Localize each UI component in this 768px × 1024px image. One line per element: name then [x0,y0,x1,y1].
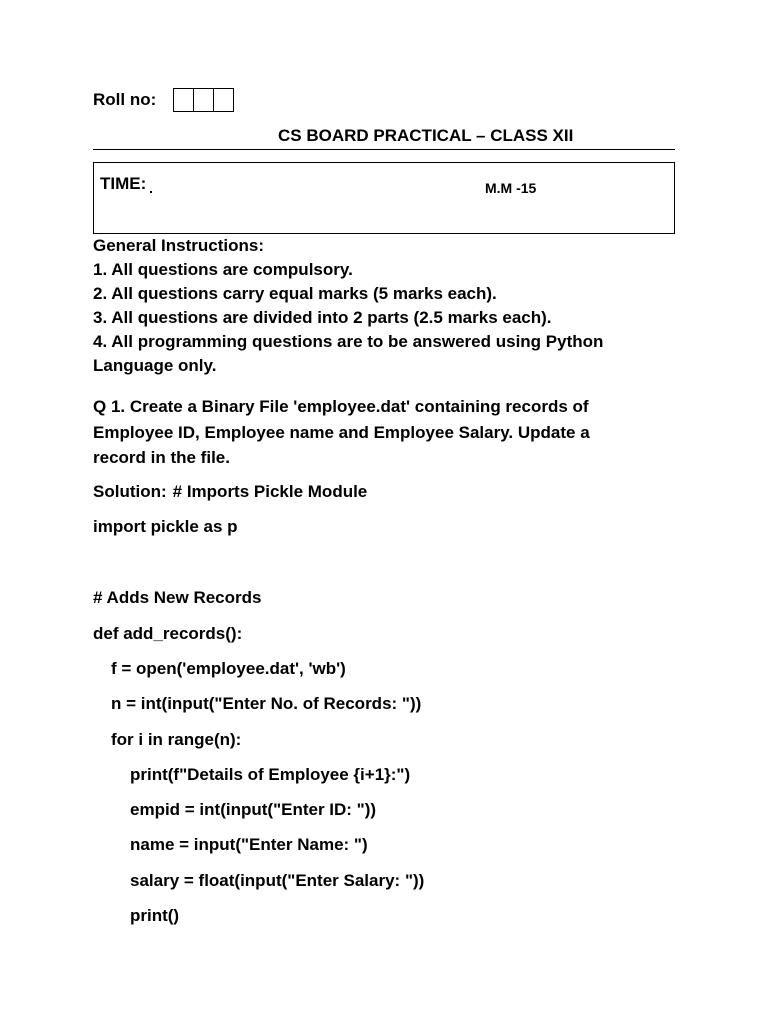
question-line: Employee ID, Employee name and Employee Salary. Update a [93,422,590,442]
max-marks-label: M.M -15 [485,180,537,196]
roll-number-box[interactable] [173,88,194,112]
code-line: def add_records(): [93,624,243,643]
question-1 [93,394,653,471]
question-line: Q 1. Create a Binary File 'employee.dat' containing records of [93,397,589,416]
code-line: name = input("Enter Name: ") [130,835,368,854]
solution-comment: # Imports Pickle Module [172,482,368,501]
instruction-item: 1. All questions are compulsory. [93,260,353,279]
page-title: CS BOARD PRACTICAL – CLASS XII [278,126,574,145]
code-line: for i in range(n): [111,730,242,749]
instruction-item: 3. All questions are divided into 2 parts (2.5 marks each). [93,308,552,327]
code-line: print(f"Details of Employee {i+1}:") [130,765,411,784]
time-marks-box [93,162,675,234]
question-line: record in the file. [93,448,230,467]
roll-number-boxes [173,88,234,112]
solution-label: Solution: [93,482,167,501]
code-line: n = int(input("Enter No. of Records: ")) [111,694,422,713]
time-mark-dot [150,191,152,193]
code-line: import pickle as p [93,517,238,536]
code-line: empid = int(input("Enter ID: ")) [130,800,377,819]
solution-heading [93,482,367,502]
general-instructions [93,234,683,378]
roll-number-box[interactable] [194,88,214,112]
instruction-item: 4. All programming questions are to be answered using Python [93,332,604,351]
roll-number-box[interactable] [214,88,234,112]
title-divider [93,149,675,150]
instruction-item: Language only. [93,356,217,375]
code-line: f = open('employee.dat', 'wb') [111,659,346,678]
code-line: salary = float(input("Enter Salary: ")) [130,871,425,890]
code-line: print() [130,906,180,925]
time-label: TIME: [100,174,147,193]
instruction-item: 2. All questions carry equal marks (5 marks each). [93,284,497,303]
roll-number-label: Roll no: [93,90,157,109]
code-line: # Adds New Records [93,588,262,607]
instructions-heading: General Instructions: [93,236,264,255]
